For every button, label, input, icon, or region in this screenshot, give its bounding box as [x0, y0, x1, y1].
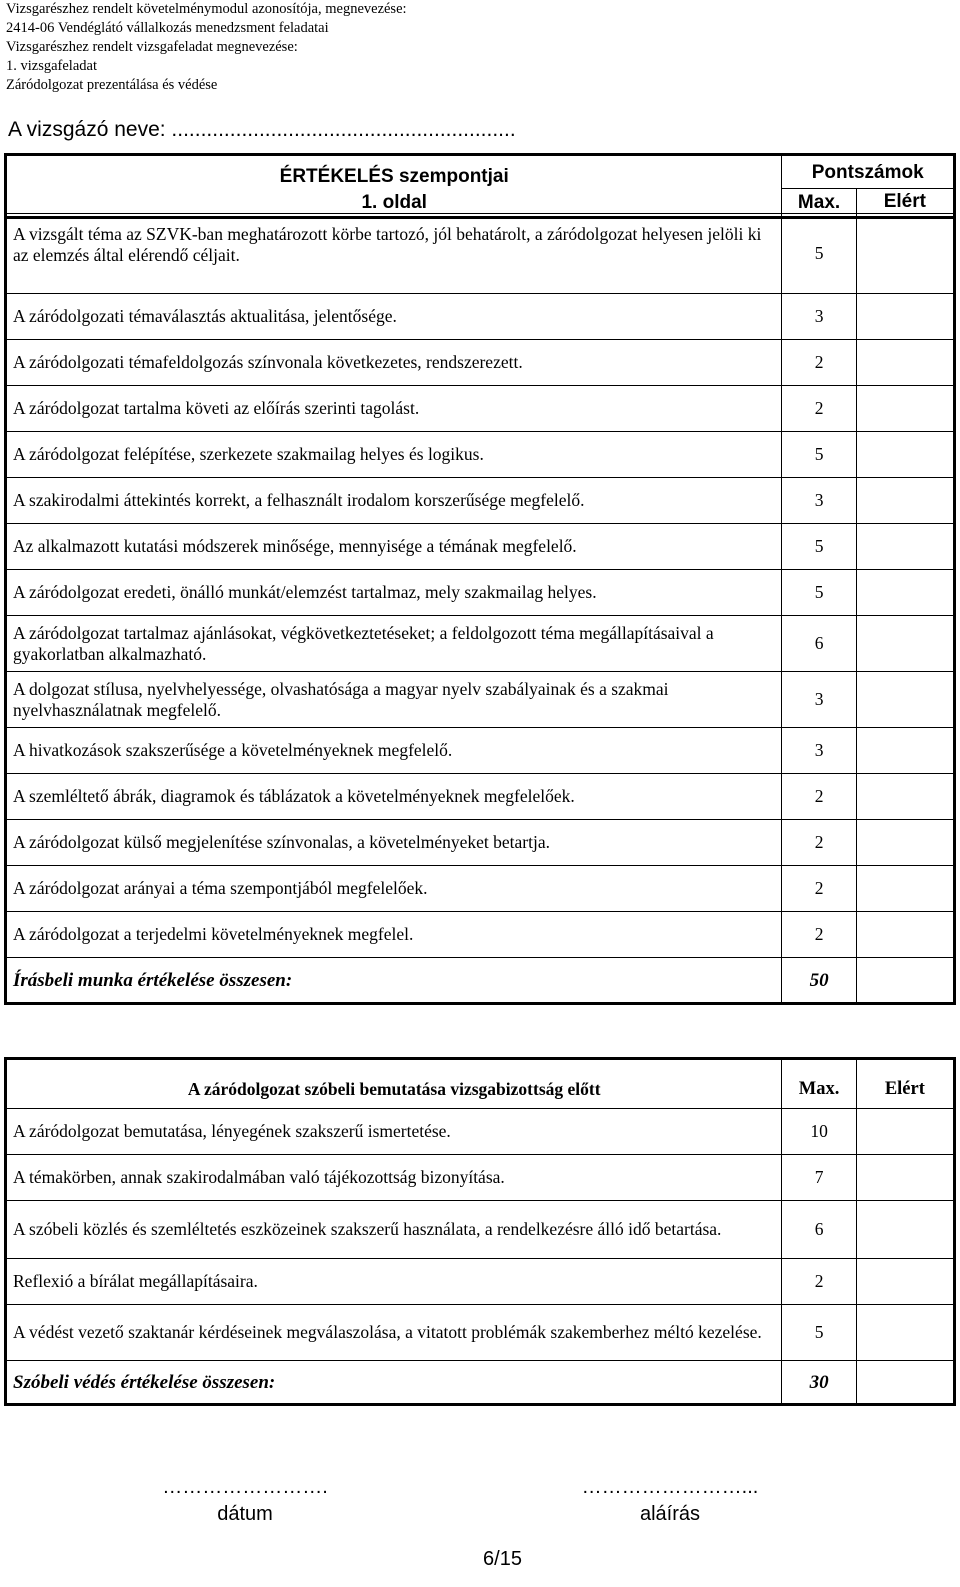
criterion-text: A szemléltető ábrák, diagramok és táblázatok a követelményeknek megfelelőek.	[6, 774, 782, 820]
criterion-max: 6	[782, 616, 856, 672]
table-row	[6, 866, 955, 912]
max-header: Max.	[782, 189, 856, 218]
table-row	[6, 1155, 955, 1201]
criterion-got[interactable]	[856, 214, 954, 294]
criterion-got[interactable]	[856, 478, 954, 524]
criterion-text: A témakörben, annak szakirodalmában való tájékozottság bizonyítása.	[6, 1155, 782, 1201]
oral-evaluation-table	[4, 1057, 956, 1406]
oral-max-header: Max.	[782, 1059, 856, 1109]
date-signature-block	[95, 1474, 395, 1528]
document-header	[6, 0, 407, 95]
table-row	[6, 478, 955, 524]
criterion-max: 2	[782, 866, 856, 912]
table-row	[6, 912, 955, 958]
table-row	[6, 672, 955, 728]
signature-label: aláírás	[639, 1503, 701, 1525]
written-evaluation-table	[4, 153, 956, 219]
criterion-got[interactable]	[856, 340, 954, 386]
header-line-module-name: 2414-06 Vendéglátó vállalkozás menedzsment feladatai	[6, 20, 329, 36]
criterion-max: 5	[782, 1305, 856, 1361]
oral-sum-value: 30	[782, 1361, 856, 1405]
criterion-got[interactable]	[856, 774, 954, 820]
header-line-task-name: Záródolgozat prezentálása és védése	[6, 77, 218, 93]
criterion-text: A hivatkozások szakszerűsége a követelményeknek megfelelő.	[6, 728, 782, 774]
table-row	[6, 1109, 955, 1155]
criterion-got[interactable]	[856, 672, 954, 728]
date-dots: …………………….	[162, 1476, 328, 1498]
table-row	[6, 1201, 955, 1259]
table-row	[6, 214, 955, 294]
criterion-text: A záródolgozat tartalma követi az előírás szerinti tagolást.	[6, 386, 782, 432]
written-sum-row	[6, 958, 955, 1004]
criterion-got[interactable]	[856, 1109, 954, 1155]
written-title: ÉRTÉKELÉS szempontjai	[279, 166, 509, 187]
written-sum-got[interactable]	[856, 958, 954, 1004]
got-header: Elért	[856, 189, 954, 218]
criterion-max: 5	[782, 214, 856, 294]
signature-dots: ……………………...	[581, 1476, 759, 1498]
criterion-text: A záródolgozat eredeti, önálló munkát/elemzést tartalmaz, mely szakmailag helyes.	[6, 570, 782, 616]
date-label: dátum	[217, 1503, 273, 1525]
criterion-got[interactable]	[856, 1201, 954, 1259]
criterion-got[interactable]	[856, 866, 954, 912]
criterion-text: A vizsgált téma az SZVK-ban meghatározott körbe tartozó, jól behatárolt, a záródolgozat helyesen jelöli ki az elemzés által elérendő céljait.	[6, 214, 782, 294]
oral-sum-got[interactable]	[856, 1361, 954, 1405]
criterion-max: 2	[782, 1259, 856, 1305]
criterion-text: A záródolgozati témaválasztás aktualitása, jelentősége.	[6, 294, 782, 340]
criterion-got[interactable]	[856, 294, 954, 340]
criterion-max: 5	[782, 524, 856, 570]
written-sum-value: 50	[782, 958, 856, 1004]
criterion-got[interactable]	[856, 570, 954, 616]
criterion-max: 2	[782, 912, 856, 958]
criterion-max: 7	[782, 1155, 856, 1201]
signature-block	[520, 1474, 820, 1528]
written-subtitle: 1. oldal	[361, 192, 427, 213]
criterion-text: A záródolgozat arányai a téma szempontjából megfelelőek.	[6, 866, 782, 912]
criterion-got[interactable]	[856, 912, 954, 958]
criterion-max: 2	[782, 820, 856, 866]
header-line-module-label: Vizsgarészhez rendelt követelménymodul azonosítója, megnevezése:	[6, 1, 407, 17]
oral-sum-label: Szóbeli védés értékelése összesen:	[6, 1361, 782, 1405]
criterion-text: A védést vezető szaktanár kérdéseinek megválaszolása, a vitatott problémák szakemberhez méltó kezelése.	[6, 1305, 782, 1361]
criterion-max: 3	[782, 294, 856, 340]
oral-got-header: Elért	[856, 1059, 954, 1109]
criterion-max: 5	[782, 570, 856, 616]
criterion-text: A szakirodalmi áttekintés korrekt, a felhasznált irodalom korszerűsége megfelelő.	[6, 478, 782, 524]
header-line-task-number: 1. vizsgafeladat	[6, 58, 97, 74]
oral-header-row	[6, 1059, 955, 1109]
criterion-got[interactable]	[856, 1259, 954, 1305]
table-row	[6, 524, 955, 570]
header-line-task-label: Vizsgarészhez rendelt vizsgafeladat megnevezése:	[6, 39, 298, 55]
criterion-got[interactable]	[856, 1305, 954, 1361]
table-row	[6, 294, 955, 340]
criterion-max: 10	[782, 1109, 856, 1155]
points-header: Pontszámok	[782, 155, 955, 189]
criterion-text: A dolgozat stílusa, nyelvhelyessége, olvashatósága a magyar nyelv szabályainak és a szakmai nyelvhasználatnak megfelelő.	[6, 672, 782, 728]
oral-title: A záródolgozat szóbeli bemutatása vizsgabizottság előtt	[6, 1059, 782, 1109]
criterion-text: A záródolgozat bemutatása, lényegének szakszerű ismertetése.	[6, 1109, 782, 1155]
table-row	[6, 1259, 955, 1305]
table-row	[6, 340, 955, 386]
criterion-max: 2	[782, 774, 856, 820]
table-row	[6, 570, 955, 616]
criterion-text: A záródolgozati témafeldolgozás színvonala következetes, rendszerezett.	[6, 340, 782, 386]
criterion-text: A záródolgozat külső megjelenítése színvonalas, a követelményeket betartja.	[6, 820, 782, 866]
criterion-max: 6	[782, 1201, 856, 1259]
criterion-got[interactable]	[856, 820, 954, 866]
criterion-text: A záródolgozat a terjedelmi követelményeknek megfelel.	[6, 912, 782, 958]
criterion-got[interactable]	[856, 616, 954, 672]
page-number: 6/15	[483, 1548, 522, 1570]
criterion-got[interactable]	[856, 1155, 954, 1201]
criterion-max: 3	[782, 672, 856, 728]
criterion-text: A szóbeli közlés és szemléltetés eszközeinek szakszerű használata, a rendelkezésre álló idő betartása.	[6, 1201, 782, 1259]
criterion-text: A záródolgozat felépítése, szerkezete szakmailag helyes és logikus.	[6, 432, 782, 478]
criterion-max: 3	[782, 478, 856, 524]
table-row	[6, 820, 955, 866]
table-row	[6, 386, 955, 432]
criterion-max: 5	[782, 432, 856, 478]
table-row	[6, 728, 955, 774]
written-header-row	[6, 155, 955, 189]
table-row	[6, 616, 955, 672]
criterion-text: Reflexió a bírálat megállapításaira.	[6, 1259, 782, 1305]
table-row	[6, 1305, 955, 1361]
criterion-got[interactable]	[856, 728, 954, 774]
written-sum-label: Írásbeli munka értékelése összesen:	[6, 958, 782, 1004]
written-title-cell	[6, 155, 782, 218]
criterion-got[interactable]	[856, 432, 954, 478]
criterion-max: 2	[782, 386, 856, 432]
written-rows-table	[4, 213, 956, 1005]
criterion-got[interactable]	[856, 524, 954, 570]
table-row	[6, 774, 955, 820]
criterion-text: A záródolgozat tartalmaz ajánlásokat, végkövetkeztetéseket; a feldolgozott téma megállapításaival a gyakorlatban alkalmazható.	[6, 616, 782, 672]
criterion-got[interactable]	[856, 386, 954, 432]
oral-sum-row	[6, 1361, 955, 1405]
table-row	[6, 432, 955, 478]
criterion-text: Az alkalmazott kutatási módszerek minősége, mennyisége a témának megfelelő.	[6, 524, 782, 570]
criterion-max: 2	[782, 340, 856, 386]
candidate-name-line: A vizsgázó neve: ...........................................................	[8, 118, 516, 141]
criterion-max: 3	[782, 728, 856, 774]
